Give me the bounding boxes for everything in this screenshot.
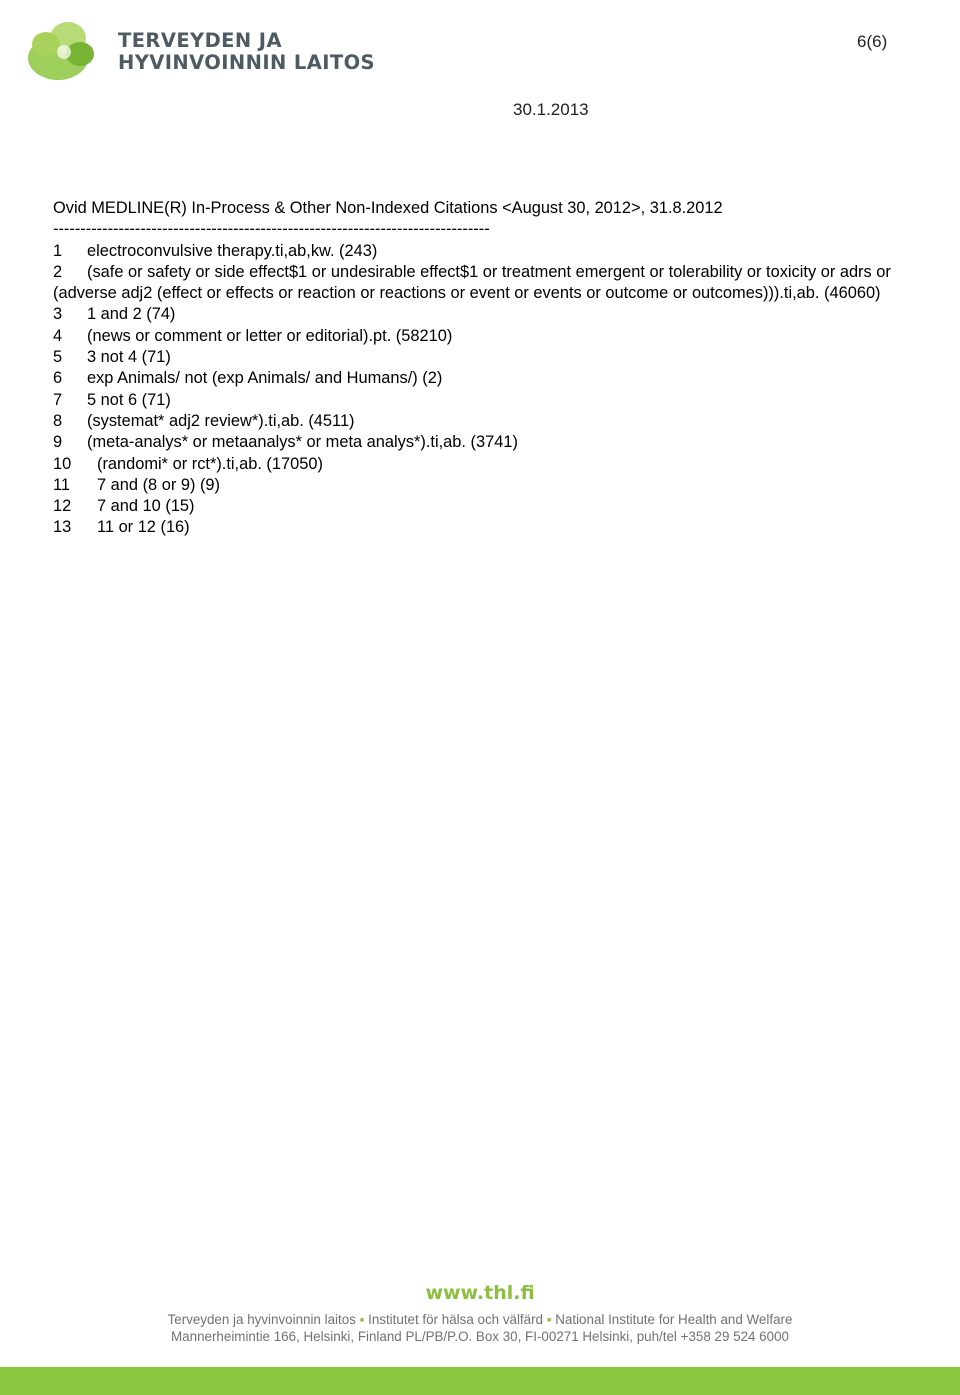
line-number: 3 bbox=[53, 305, 63, 324]
line-number: 10 bbox=[53, 454, 72, 473]
line-query: 11 or 12 (16) bbox=[97, 518, 190, 537]
line-number: 1 bbox=[53, 241, 63, 260]
line-query: 5 not 6 (71) bbox=[87, 390, 171, 409]
line-number: 5 bbox=[53, 348, 63, 367]
search-line bbox=[53, 454, 913, 475]
line-query: 3 not 4 (71) bbox=[87, 348, 171, 367]
logo-line-2: HYVINVOINNIN LAITOS bbox=[118, 51, 375, 74]
search-line bbox=[53, 475, 913, 496]
footer-organization bbox=[0, 1312, 960, 1327]
document-date: 30.1.2013 bbox=[513, 100, 589, 119]
thl-leaf-icon bbox=[22, 14, 114, 86]
line-number: 9 bbox=[53, 433, 63, 452]
search-line bbox=[53, 304, 913, 325]
search-line bbox=[53, 411, 913, 432]
search-line bbox=[53, 432, 913, 453]
line-number: 4 bbox=[53, 326, 63, 345]
bullet-icon: ▪ bbox=[359, 1312, 365, 1327]
footer-green-bar bbox=[0, 1367, 960, 1395]
org-name-en: National Institute for Health and Welfare bbox=[555, 1312, 793, 1327]
search-line bbox=[53, 262, 913, 305]
line-query: 7 and 10 (15) bbox=[97, 497, 195, 516]
line-number: 8 bbox=[53, 411, 63, 430]
line-query: (meta-analys* or metaanalys* or meta analys*).ti,ab. (3741) bbox=[87, 433, 518, 452]
search-line bbox=[53, 390, 913, 411]
line-query: (systemat* adj2 review*).ti,ab. (4511) bbox=[87, 411, 355, 430]
search-line bbox=[53, 496, 913, 517]
line-number: 11 bbox=[53, 475, 71, 494]
line-query: (safe or safety or side effect$1 or undesirable effect$1 or treatment emergent or tolerability or toxicity or adrs or (adverse adj2 (effect or effects or reaction or reactions or event or events or outcome or outcomes))).ti,ab. (46060) bbox=[53, 262, 891, 303]
thl-logo bbox=[22, 14, 382, 86]
line-query: 1 and 2 (74) bbox=[87, 305, 176, 324]
line-number: 6 bbox=[53, 369, 63, 388]
separator-rule: -------------------------------------------------------------------------------- bbox=[53, 220, 490, 239]
line-query: electroconvulsive therapy.ti,ab,kw. (243) bbox=[87, 241, 378, 260]
bullet-icon: ▪ bbox=[546, 1312, 552, 1327]
logo-line-1: TERVEYDEN JA bbox=[118, 29, 282, 52]
line-number: 7 bbox=[53, 390, 63, 409]
search-line bbox=[53, 517, 913, 538]
line-query: 7 and (8 or 9) (9) bbox=[97, 475, 220, 494]
search-lines bbox=[53, 241, 913, 539]
line-number: 2 bbox=[53, 262, 63, 281]
line-query: (news or comment or letter or editorial).pt. (58210) bbox=[87, 326, 453, 345]
search-line bbox=[53, 347, 913, 368]
footer-url: www.thl.fi bbox=[425, 1282, 535, 1304]
search-line bbox=[53, 326, 913, 347]
document-title: Ovid MEDLINE(R) In-Process & Other Non-Indexed Citations <August 30, 2012>, 31.8.2012 bbox=[53, 199, 723, 217]
search-strategy bbox=[53, 198, 913, 539]
line-query: exp Animals/ not (exp Animals/ and Humans/) (2) bbox=[87, 369, 443, 388]
org-name-fi: Terveyden ja hyvinvoinnin laitos bbox=[167, 1312, 356, 1327]
line-number: 12 bbox=[53, 497, 72, 516]
line-number: 13 bbox=[53, 518, 72, 537]
org-name-sv: Institutet för hälsa och välfärd bbox=[368, 1312, 544, 1327]
page-number: 6(6) bbox=[857, 32, 888, 51]
search-line bbox=[53, 368, 913, 389]
footer-address: Mannerheimintie 166, Helsinki, Finland PL/PB/P.O. Box 30, FI-00271 Helsinki, puh/tel +358 29 524 6000 bbox=[171, 1329, 789, 1344]
line-query: (randomi* or rct*).ti,ab. (17050) bbox=[97, 454, 323, 473]
search-line bbox=[53, 241, 913, 262]
